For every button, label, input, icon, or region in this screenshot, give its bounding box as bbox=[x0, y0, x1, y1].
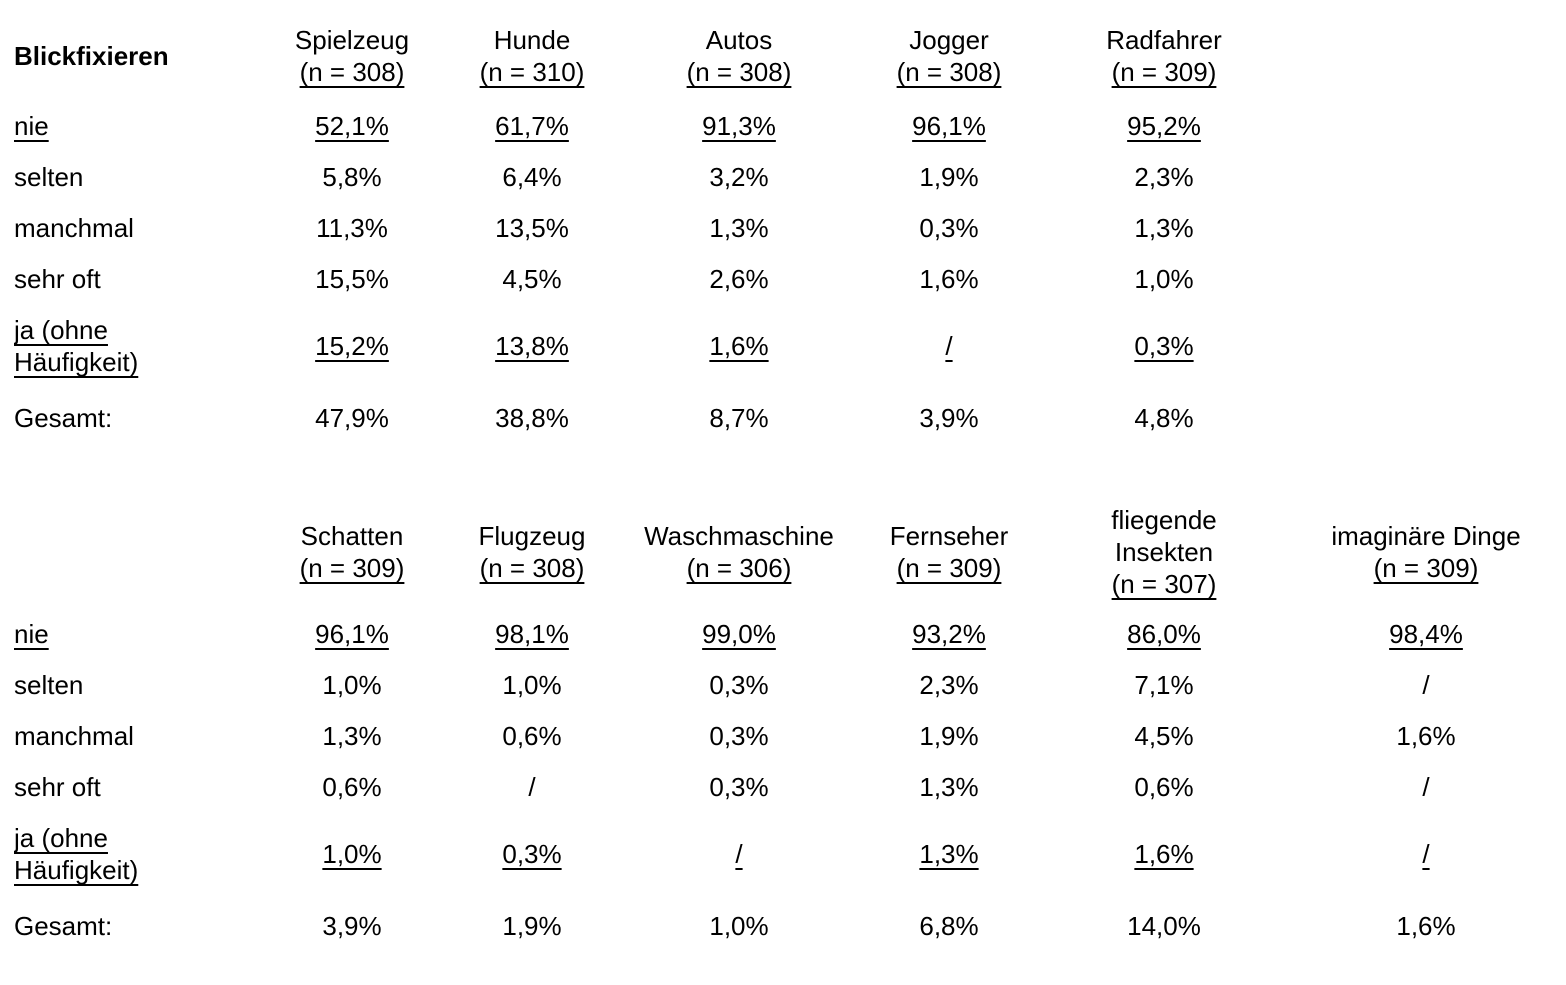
table-row-ja-ohne-haeufigkeit bbox=[14, 812, 1566, 896]
table-1-header-row bbox=[14, 12, 1566, 100]
column-name: Spielzeug bbox=[294, 25, 410, 55]
cell-value: 0,6% bbox=[1134, 771, 1194, 802]
cell-value: 38,8% bbox=[495, 403, 569, 433]
cell-value: 5,8% bbox=[322, 161, 382, 192]
cell-value: 1,0% bbox=[322, 839, 382, 869]
cell-value: 1,9% bbox=[502, 911, 562, 941]
empty-cell bbox=[14, 496, 262, 608]
cell-value: 8,7% bbox=[709, 403, 769, 433]
row-label: nie bbox=[14, 618, 49, 649]
fixation-table-1 bbox=[14, 12, 1566, 448]
cell-value: 15,5% bbox=[315, 263, 389, 294]
column-n: (n = 308) bbox=[896, 57, 1002, 87]
cell-value: 95,2% bbox=[1127, 110, 1201, 141]
cell-value: 0,3% bbox=[919, 212, 979, 243]
cell-value: 7,1% bbox=[1134, 669, 1194, 700]
column-header-flugzeug bbox=[442, 496, 622, 608]
column-n: (n = 307) bbox=[1111, 569, 1217, 599]
column-name: Schatten bbox=[300, 521, 404, 551]
cell-value: 0,3% bbox=[502, 839, 562, 869]
cell-value: 1,3% bbox=[322, 720, 382, 751]
column-name: Radfahrer bbox=[1106, 25, 1222, 55]
cell-value: / bbox=[945, 331, 953, 361]
empty-cell bbox=[1286, 253, 1566, 304]
row-label: selten bbox=[14, 161, 84, 192]
cell-value: 0,6% bbox=[322, 771, 382, 802]
column-name: Hunde bbox=[493, 25, 571, 55]
table-row-sehr-oft bbox=[14, 253, 1566, 304]
cell-value: 91,3% bbox=[702, 110, 776, 141]
column-name: imaginäre Dinge bbox=[1331, 521, 1521, 551]
cell-value: / bbox=[1422, 771, 1430, 802]
cell-value: / bbox=[1422, 669, 1430, 700]
cell-value: 1,6% bbox=[1396, 911, 1456, 941]
cell-value: 1,3% bbox=[919, 839, 979, 869]
cell-value: 2,6% bbox=[709, 263, 769, 294]
cell-value: 1,0% bbox=[502, 669, 562, 700]
table-row-ja-ohne-haeufigkeit bbox=[14, 304, 1566, 388]
cell-value: 2,3% bbox=[1134, 161, 1194, 192]
cell-value: 4,5% bbox=[502, 263, 562, 294]
cell-value: 52,1% bbox=[315, 110, 389, 141]
cell-value: 0,3% bbox=[709, 771, 769, 802]
cell-value: 93,2% bbox=[912, 618, 986, 649]
row-label: Gesamt: bbox=[14, 403, 113, 433]
row-label: Gesamt: bbox=[14, 911, 113, 941]
empty-cell bbox=[1286, 304, 1566, 388]
column-name: fliegende Insekten bbox=[1111, 505, 1217, 567]
cell-value: 6,8% bbox=[919, 911, 979, 941]
cell-value: 1,6% bbox=[1396, 720, 1456, 751]
column-header-radfahrer bbox=[1042, 12, 1286, 100]
cell-value: / bbox=[735, 839, 743, 869]
row-label: selten bbox=[14, 669, 84, 700]
cell-value: 1,9% bbox=[919, 161, 979, 192]
table-row-nie bbox=[14, 100, 1566, 151]
empty-cell bbox=[1286, 12, 1566, 100]
fixation-table-2 bbox=[14, 496, 1566, 956]
row-label: manchmal bbox=[14, 720, 134, 751]
cell-value: 0,3% bbox=[709, 720, 769, 751]
cell-value: 0,6% bbox=[502, 720, 562, 751]
column-header-fliegende-insekten bbox=[1042, 496, 1286, 608]
table-title: Blickfixieren bbox=[14, 41, 169, 71]
column-n: (n = 310) bbox=[479, 57, 585, 87]
cell-value: 13,5% bbox=[495, 212, 569, 243]
cell-value: 1,6% bbox=[919, 263, 979, 294]
cell-value: 96,1% bbox=[315, 618, 389, 649]
column-header-imaginaere-dinge bbox=[1286, 496, 1566, 608]
cell-value: 47,9% bbox=[315, 403, 389, 433]
row-label: sehr oft bbox=[14, 263, 101, 294]
cell-value: 11,3% bbox=[316, 212, 388, 243]
cell-value: 3,2% bbox=[709, 161, 769, 192]
table-row-selten bbox=[14, 659, 1566, 710]
table-row-manchmal bbox=[14, 710, 1566, 761]
row-label: ja (ohne Häufigkeit) bbox=[14, 315, 139, 377]
column-n: (n = 309) bbox=[896, 553, 1002, 583]
column-header-fernseher bbox=[856, 496, 1042, 608]
table-row-sehr-oft bbox=[14, 761, 1566, 812]
empty-cell bbox=[1286, 202, 1566, 253]
cell-value: 14,0% bbox=[1127, 911, 1201, 941]
column-header-spielzeug bbox=[262, 12, 442, 100]
table-row-manchmal bbox=[14, 202, 1566, 253]
column-header-waschmaschine bbox=[622, 496, 856, 608]
table-row-gesamt bbox=[14, 388, 1566, 448]
column-n: (n = 308) bbox=[479, 553, 585, 583]
column-name: Fernseher bbox=[889, 521, 1009, 551]
cell-value: 1,3% bbox=[1134, 212, 1194, 243]
row-label: ja (ohne Häufigkeit) bbox=[14, 823, 139, 885]
column-name: Flugzeug bbox=[478, 521, 586, 551]
cell-value: / bbox=[528, 771, 536, 802]
cell-value: 1,0% bbox=[322, 669, 382, 700]
column-n: (n = 308) bbox=[299, 57, 405, 87]
cell-value: 15,2% bbox=[315, 331, 389, 361]
cell-value: / bbox=[1422, 839, 1430, 869]
column-header-schatten bbox=[262, 496, 442, 608]
cell-value: 3,9% bbox=[322, 911, 382, 941]
empty-cell bbox=[1286, 100, 1566, 151]
column-n: (n = 309) bbox=[1111, 57, 1217, 87]
cell-value: 4,5% bbox=[1134, 720, 1194, 751]
table-2-header-row bbox=[14, 496, 1566, 608]
cell-value: 61,7% bbox=[495, 110, 569, 141]
cell-value: 4,8% bbox=[1134, 403, 1194, 433]
cell-value: 86,0% bbox=[1127, 618, 1201, 649]
cell-value: 0,3% bbox=[1134, 331, 1194, 361]
column-name: Waschmaschine bbox=[644, 521, 834, 551]
cell-value: 13,8% bbox=[495, 331, 569, 361]
column-n: (n = 306) bbox=[686, 553, 792, 583]
empty-cell bbox=[1286, 151, 1566, 202]
column-name: Autos bbox=[705, 25, 773, 55]
cell-value: 1,3% bbox=[709, 212, 769, 243]
empty-cell bbox=[1286, 388, 1566, 448]
column-header-autos bbox=[622, 12, 856, 100]
cell-value: 1,6% bbox=[1134, 839, 1194, 869]
cell-value: 1,9% bbox=[919, 720, 979, 751]
row-label: manchmal bbox=[14, 212, 134, 243]
column-n: (n = 308) bbox=[686, 57, 792, 87]
cell-value: 0,3% bbox=[709, 669, 769, 700]
cell-value: 96,1% bbox=[912, 110, 986, 141]
cell-value: 3,9% bbox=[919, 403, 979, 433]
column-name: Jogger bbox=[909, 25, 989, 55]
cell-value: 98,1% bbox=[495, 618, 569, 649]
cell-value: 6,4% bbox=[502, 161, 562, 192]
column-header-hunde bbox=[442, 12, 622, 100]
column-n: (n = 309) bbox=[299, 553, 405, 583]
row-label: sehr oft bbox=[14, 771, 101, 802]
table-row-nie bbox=[14, 608, 1566, 659]
column-n: (n = 309) bbox=[1373, 553, 1479, 583]
cell-value: 1,0% bbox=[1134, 263, 1194, 294]
cell-value: 99,0% bbox=[702, 618, 776, 649]
cell-value: 1,0% bbox=[709, 911, 769, 941]
cell-value: 98,4% bbox=[1389, 618, 1463, 649]
row-label: nie bbox=[14, 110, 49, 141]
column-header-jogger bbox=[856, 12, 1042, 100]
cell-value: 1,6% bbox=[709, 331, 769, 361]
cell-value: 2,3% bbox=[919, 669, 979, 700]
cell-value: 1,3% bbox=[919, 771, 979, 802]
table-row-gesamt bbox=[14, 896, 1566, 956]
table-row-selten bbox=[14, 151, 1566, 202]
